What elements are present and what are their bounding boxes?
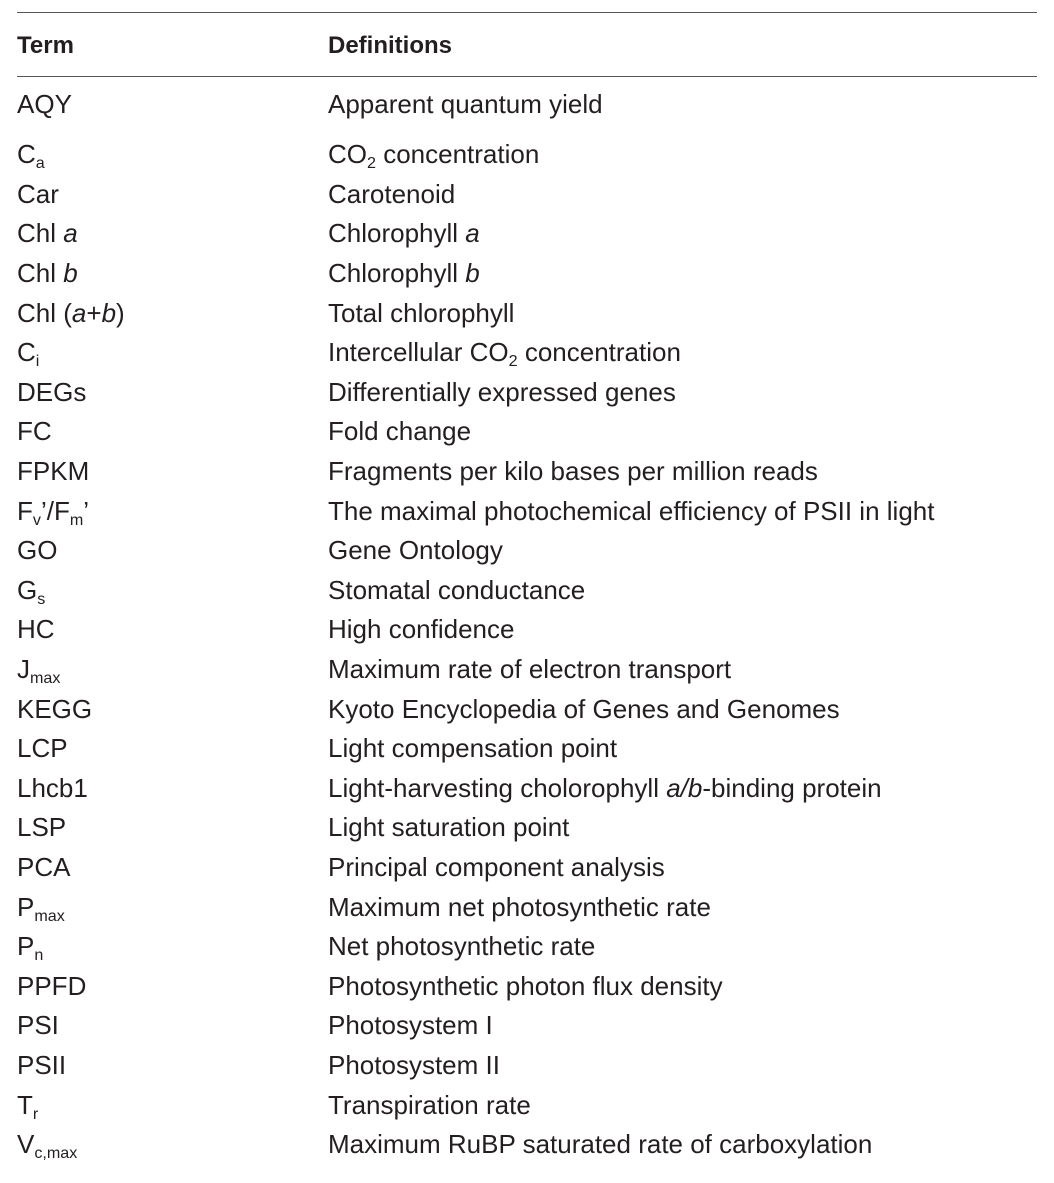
term-cell: $V_{c,max}$ [17,1129,78,1162]
term-cell: Lhcb1 [17,772,88,803]
table-row [17,966,1037,1006]
definition-cell: Transpiration rate [328,1089,531,1120]
term-cell: LCP [17,733,68,764]
table-row [17,135,1037,175]
term-cell: HC [17,614,55,645]
definition-cell: Principal component analysis [328,851,665,882]
table-body [17,77,1037,1164]
table-row [17,650,1037,690]
term-cell: PPFD [17,970,87,1001]
table-row [17,333,1037,373]
table-row [17,927,1037,967]
term-cell: $G_s$ [17,574,46,608]
table-row [17,887,1037,927]
definition-cell: Light-harvesting cholorophyll a/b-binding protein [328,772,882,803]
term-cell: $C_i$ [17,337,40,371]
definition-cell: Photosystem II [328,1049,500,1080]
definition-cell: Maximum rate of electron transport [328,654,732,685]
term-cell: GO [17,535,58,566]
term-cell: $F_v’/F_m$’ [17,495,90,529]
definition-cell: Fragments per kilo bases per million reads [328,456,818,487]
term-cell: Chl b [17,258,78,289]
table-row [17,729,1037,769]
term-cell: FPKM [17,456,90,487]
table-row [17,1006,1037,1046]
definition-cell: Carotenoid [328,178,456,209]
term-cell: Chl a [17,218,78,249]
definition-cell: Intercellular $CO_2$ concentration [328,337,681,371]
term-cell: LSP [17,812,67,843]
definition-cell: Light compensation point [328,733,618,764]
term-cell: $J_{max}$ [17,654,61,687]
table-header-row [17,13,1037,76]
header-term: Term [17,31,74,59]
table-row [17,293,1037,333]
header-definition: Definitions [328,31,452,59]
term-cell: $T_r$ [17,1089,39,1123]
definition-cell: Light saturation point [328,812,570,843]
term-cell: $C_a$ [17,139,45,173]
definition-cell: Maximum net photosynthetic rate [328,891,711,922]
table-row [17,1125,1037,1165]
term-cell: PSI [17,1010,59,1041]
table-row [17,452,1037,492]
definition-cell: Maximum RuBP saturated rate of carboxylation [328,1129,873,1160]
definition-cell: Chlorophyll a [328,218,480,249]
definition-cell: Chlorophyll b [328,258,480,289]
definition-cell: Net photosynthetic rate [328,931,596,962]
table-row [17,1085,1037,1125]
table-row [17,214,1037,254]
table-row [17,610,1037,650]
definition-cell: High confidence [328,614,515,645]
definition-cell: Stomatal conductance [328,574,586,605]
term-cell: DEGs [17,376,87,407]
definition-cell: Photosynthetic photon flux density [328,970,723,1001]
definition-cell: Apparent quantum yield [328,89,603,119]
table-row [17,769,1037,809]
term-cell: Car [17,178,59,209]
table-row [17,1046,1037,1086]
term-cell: AQY [17,89,72,119]
term-cell: $P_n$ [17,931,44,964]
table-row [17,848,1037,888]
definition-cell: $CO_2$ concentration [328,139,540,173]
table-row [17,254,1037,294]
definition-cell: Total chlorophyll [328,297,515,328]
term-cell: $P_{max}$ [17,891,65,925]
term-cell: KEGG [17,693,93,724]
table-row [17,808,1037,848]
table-row [17,373,1037,413]
term-cell: Chl (a+b) [17,297,125,328]
definition-cell: Kyoto Encyclopedia of Genes and Genomes [328,693,840,724]
definition-cell: Differentially expressed genes [328,376,676,407]
definition-cell: The maximal photochemical efficiency of PSII in light [328,495,935,526]
table-row [17,87,1037,135]
table-row [17,571,1037,611]
term-cell: PCA [17,851,71,882]
table-row [17,175,1037,215]
table-row [17,412,1037,452]
definition-cell: Fold change [328,416,472,447]
definition-cell: Gene Ontology [328,535,503,566]
table-row [17,491,1037,531]
table-row [17,689,1037,729]
abbreviations-table [17,12,1037,1164]
term-cell: PSII [17,1049,67,1080]
term-cell: FC [17,416,52,447]
definition-cell: Photosystem I [328,1010,493,1041]
table-row [17,531,1037,571]
